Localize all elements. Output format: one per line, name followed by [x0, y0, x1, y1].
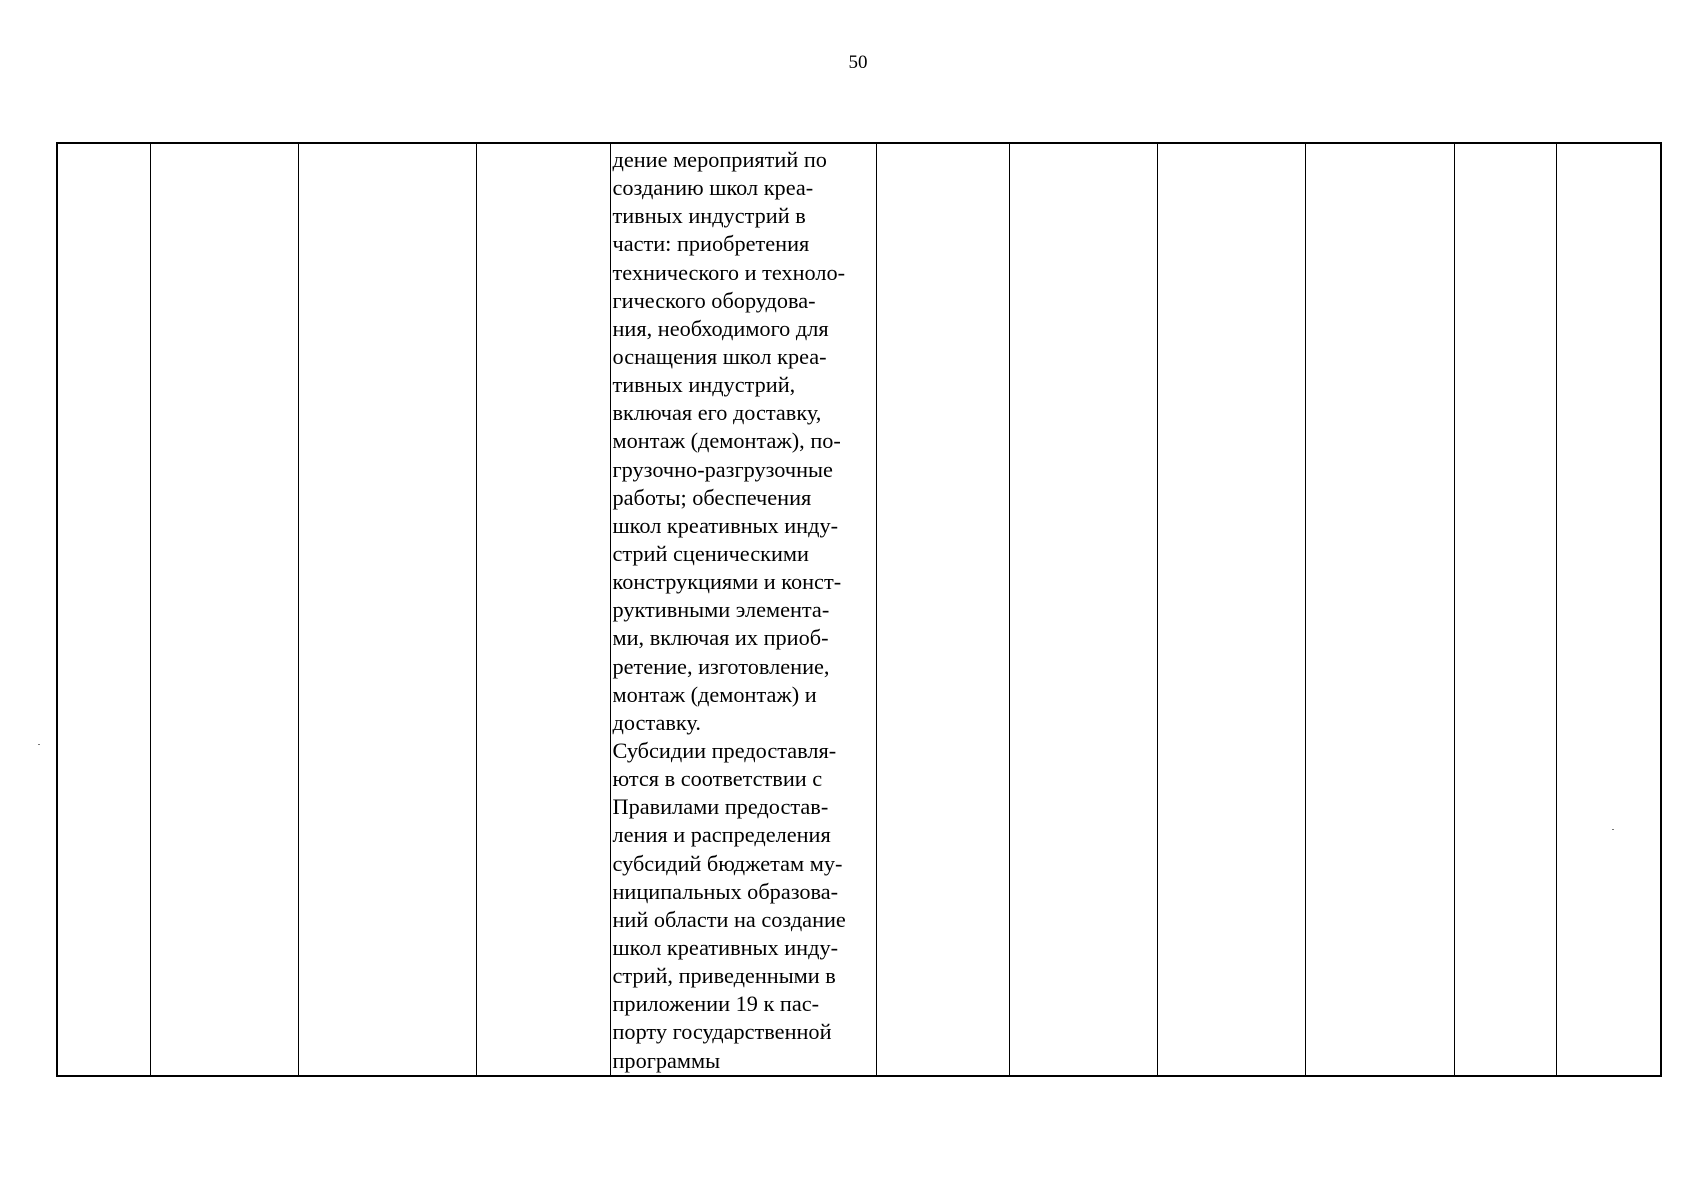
cell-line: оснащения школ креа-: [612, 343, 827, 369]
cell-line: дение мероприятий по: [612, 147, 827, 172]
cell-line: монтаж (демонтаж) и: [612, 681, 817, 707]
cell-line: доставку.: [612, 709, 701, 735]
table-cell-col-3: [298, 143, 476, 1076]
cell-line: созданию школ креа-: [612, 175, 814, 201]
cell-line: тивных индустрий в: [612, 203, 806, 229]
cell-line: школ креативных инду-: [612, 934, 839, 960]
cell-line: гического оборудова-: [612, 287, 816, 313]
cell-line: приложении 19 к пас-: [612, 991, 820, 1017]
cell-line: стрий сценическими: [612, 540, 809, 566]
cell-line: школ креативных инду-: [612, 512, 839, 538]
scan-speck: [1612, 829, 1614, 830]
cell-line: стрий, приведенными в: [612, 963, 836, 989]
cell-line: тивных индустрий,: [612, 372, 796, 398]
table-cell-col-9: [1305, 143, 1454, 1076]
cell-line: монтаж (демонтаж), по-: [612, 428, 841, 454]
cell-line: ются в соответствии с: [612, 766, 823, 792]
cell-line: ми, включая их приоб-: [612, 625, 829, 651]
cell-line: руктивными элемента-: [612, 597, 830, 623]
cell-line: ний области на создание: [612, 906, 846, 932]
continuation-table: [56, 142, 1662, 1077]
table-cell-col-10: [1454, 143, 1556, 1076]
cell-line: порту государственной: [612, 1019, 832, 1045]
cell-line: конструкциями и конст-: [612, 569, 842, 595]
table-cell-col-1: [57, 143, 150, 1076]
table-cell-col-2: [150, 143, 298, 1076]
page-number: 50: [848, 52, 868, 73]
table-row: [57, 143, 1661, 1076]
cell-line: ния, необходимого для: [612, 315, 829, 341]
cell-line: грузочно-разгрузочные: [612, 456, 833, 482]
cell-line: ниципальных образова-: [612, 878, 839, 904]
cell-line: части: приобретения: [612, 231, 810, 257]
table-cell-col-6: [876, 143, 1009, 1076]
cell-line: ления и распределения: [612, 822, 831, 848]
table-cell-col-5-text: [610, 143, 876, 1076]
table-cell-col-11: [1556, 143, 1661, 1076]
cell-text: [611, 144, 876, 1075]
cell-line: субсидий бюджетам му-: [612, 850, 843, 876]
cell-line: работы; обеспечения: [612, 484, 812, 510]
table-cell-col-7: [1009, 143, 1157, 1076]
cell-line: ретение, изготовление,: [612, 653, 830, 679]
table-cell-col-4: [476, 143, 610, 1076]
cell-line: включая его доставку,: [612, 400, 822, 426]
cell-line: Субсидии предоставля-: [612, 737, 837, 763]
scan-speck: [38, 744, 40, 745]
cell-line: технического и техноло-: [612, 259, 846, 285]
cell-line: Правилами предостав-: [612, 794, 829, 820]
cell-line: программы: [612, 1047, 721, 1073]
table-cell-col-8: [1157, 143, 1305, 1076]
